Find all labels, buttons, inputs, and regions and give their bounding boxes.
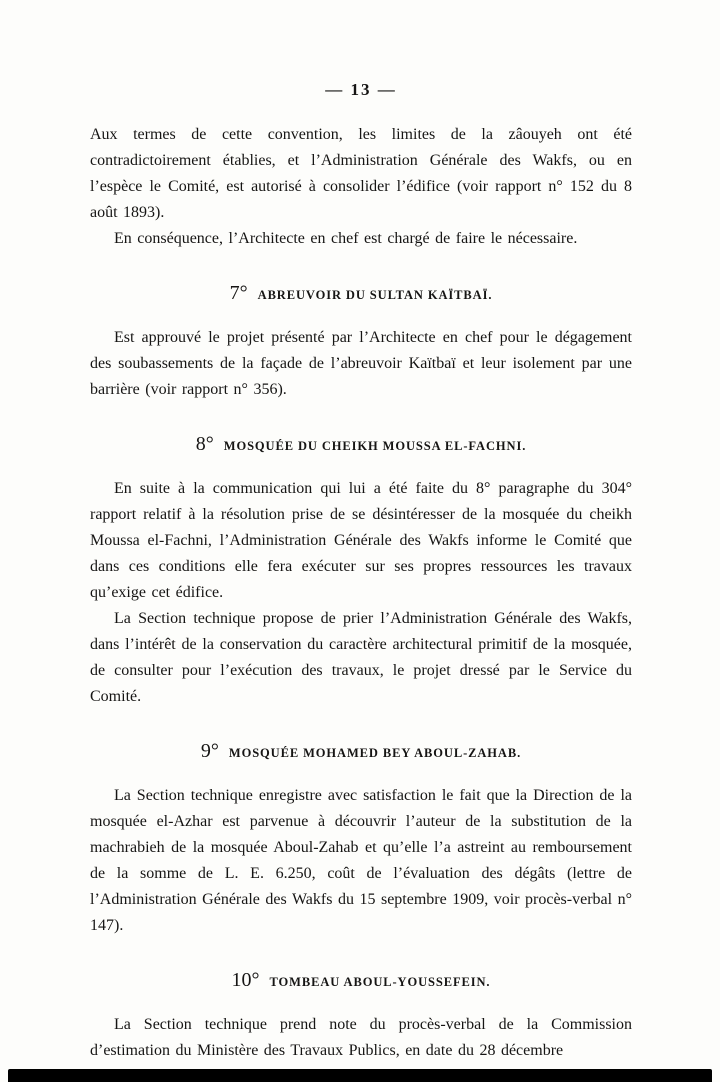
paragraph-moussa-el-fachni-2: La Section technique propose de prier l’Administration Générale des Wakfs, dans l’intérêt de la conservation du caractère architectural primitif de la mosquée, de consulter pour l’exécution des travaux, le projet dressé par le Service du Comité. (90, 610, 632, 705)
paragraph-convention-zaouyeh: Aux termes de cette convention, les limites de la zâouyeh ont été contradictoirement établies, et l’Administration Générale des Wakfs, ou en l’espèce le Comité, est autorisé à consolider l’édifice (voir rapport n° 152 du 8 août 1893). (90, 126, 632, 221)
section-heading-10 (90, 969, 632, 992)
section-number: 9° (200, 740, 219, 762)
paragraph-moussa-el-fachni-1: En suite à la communication qui lui a été faite du 8° paragraphe du 304° rapport relatif à la résolution prise de se désintéresser de la mosquée du cheikh Moussa el-Fachni, l’Administration Générale des Wakfs informe le Comité que dans ces conditions elle fera exécuter sur ses propres ressources les travaux qu’exige cet édifice. (90, 480, 632, 601)
section-title: TOMBEAU ABOUL-YOUSSEFEIN. (269, 975, 491, 989)
paragraph-abreuvoir-kaitbai: Est approuvé le projet présenté par l’Architecte en chef pour le dégagement des soubassements de la façade de l’abreuvoir Kaïtbaï et leur isolement par une barrière (voir rapport n° 356). (90, 329, 632, 398)
section-heading-9 (90, 740, 632, 763)
section-number: 8° (195, 433, 214, 455)
paragraph-en-consequence: En conséquence, l’Architecte en chef est chargé de faire le nécessaire. (114, 230, 578, 247)
paragraph-aboul-zahab: La Section technique enregistre avec satisfaction le fait que la Direction de la mosquée el-Azhar est parvenue à découvrir l’auteur de la substitution de la machrabieh de la mosquée Aboul-Zahab et qu’elle l’a astreint au remboursement de la somme de L. E. 6.250, coût de l’évaluation des dégâts (lettre de l’Administration Générale des Wakfs du 15 septembre 1909, voir procès-verbal n° 147). (90, 787, 632, 934)
scan-edge-bottom (8, 1069, 712, 1082)
section-number: 7° (229, 282, 248, 304)
section-title: MOSQUÉE MOHAMED BEY ABOUL-ZAHAB. (228, 746, 522, 760)
section-title: MOSQUÉE DU CHEIKH MOUSSA EL-FACHNI. (223, 439, 527, 453)
paragraph-aboul-youssefein: La Section technique prend note du procès-verbal de la Commission d’estimation du Ministère des Travaux Publics, en date du 28 décembre (90, 1016, 632, 1059)
section-title: ABREUVOIR DU SULTAN KAÏTBAÏ. (257, 288, 493, 302)
section-number: 10° (231, 969, 260, 991)
page-number: — 13 — (325, 80, 397, 99)
section-heading-8 (90, 433, 632, 456)
section-heading-7 (90, 282, 632, 305)
